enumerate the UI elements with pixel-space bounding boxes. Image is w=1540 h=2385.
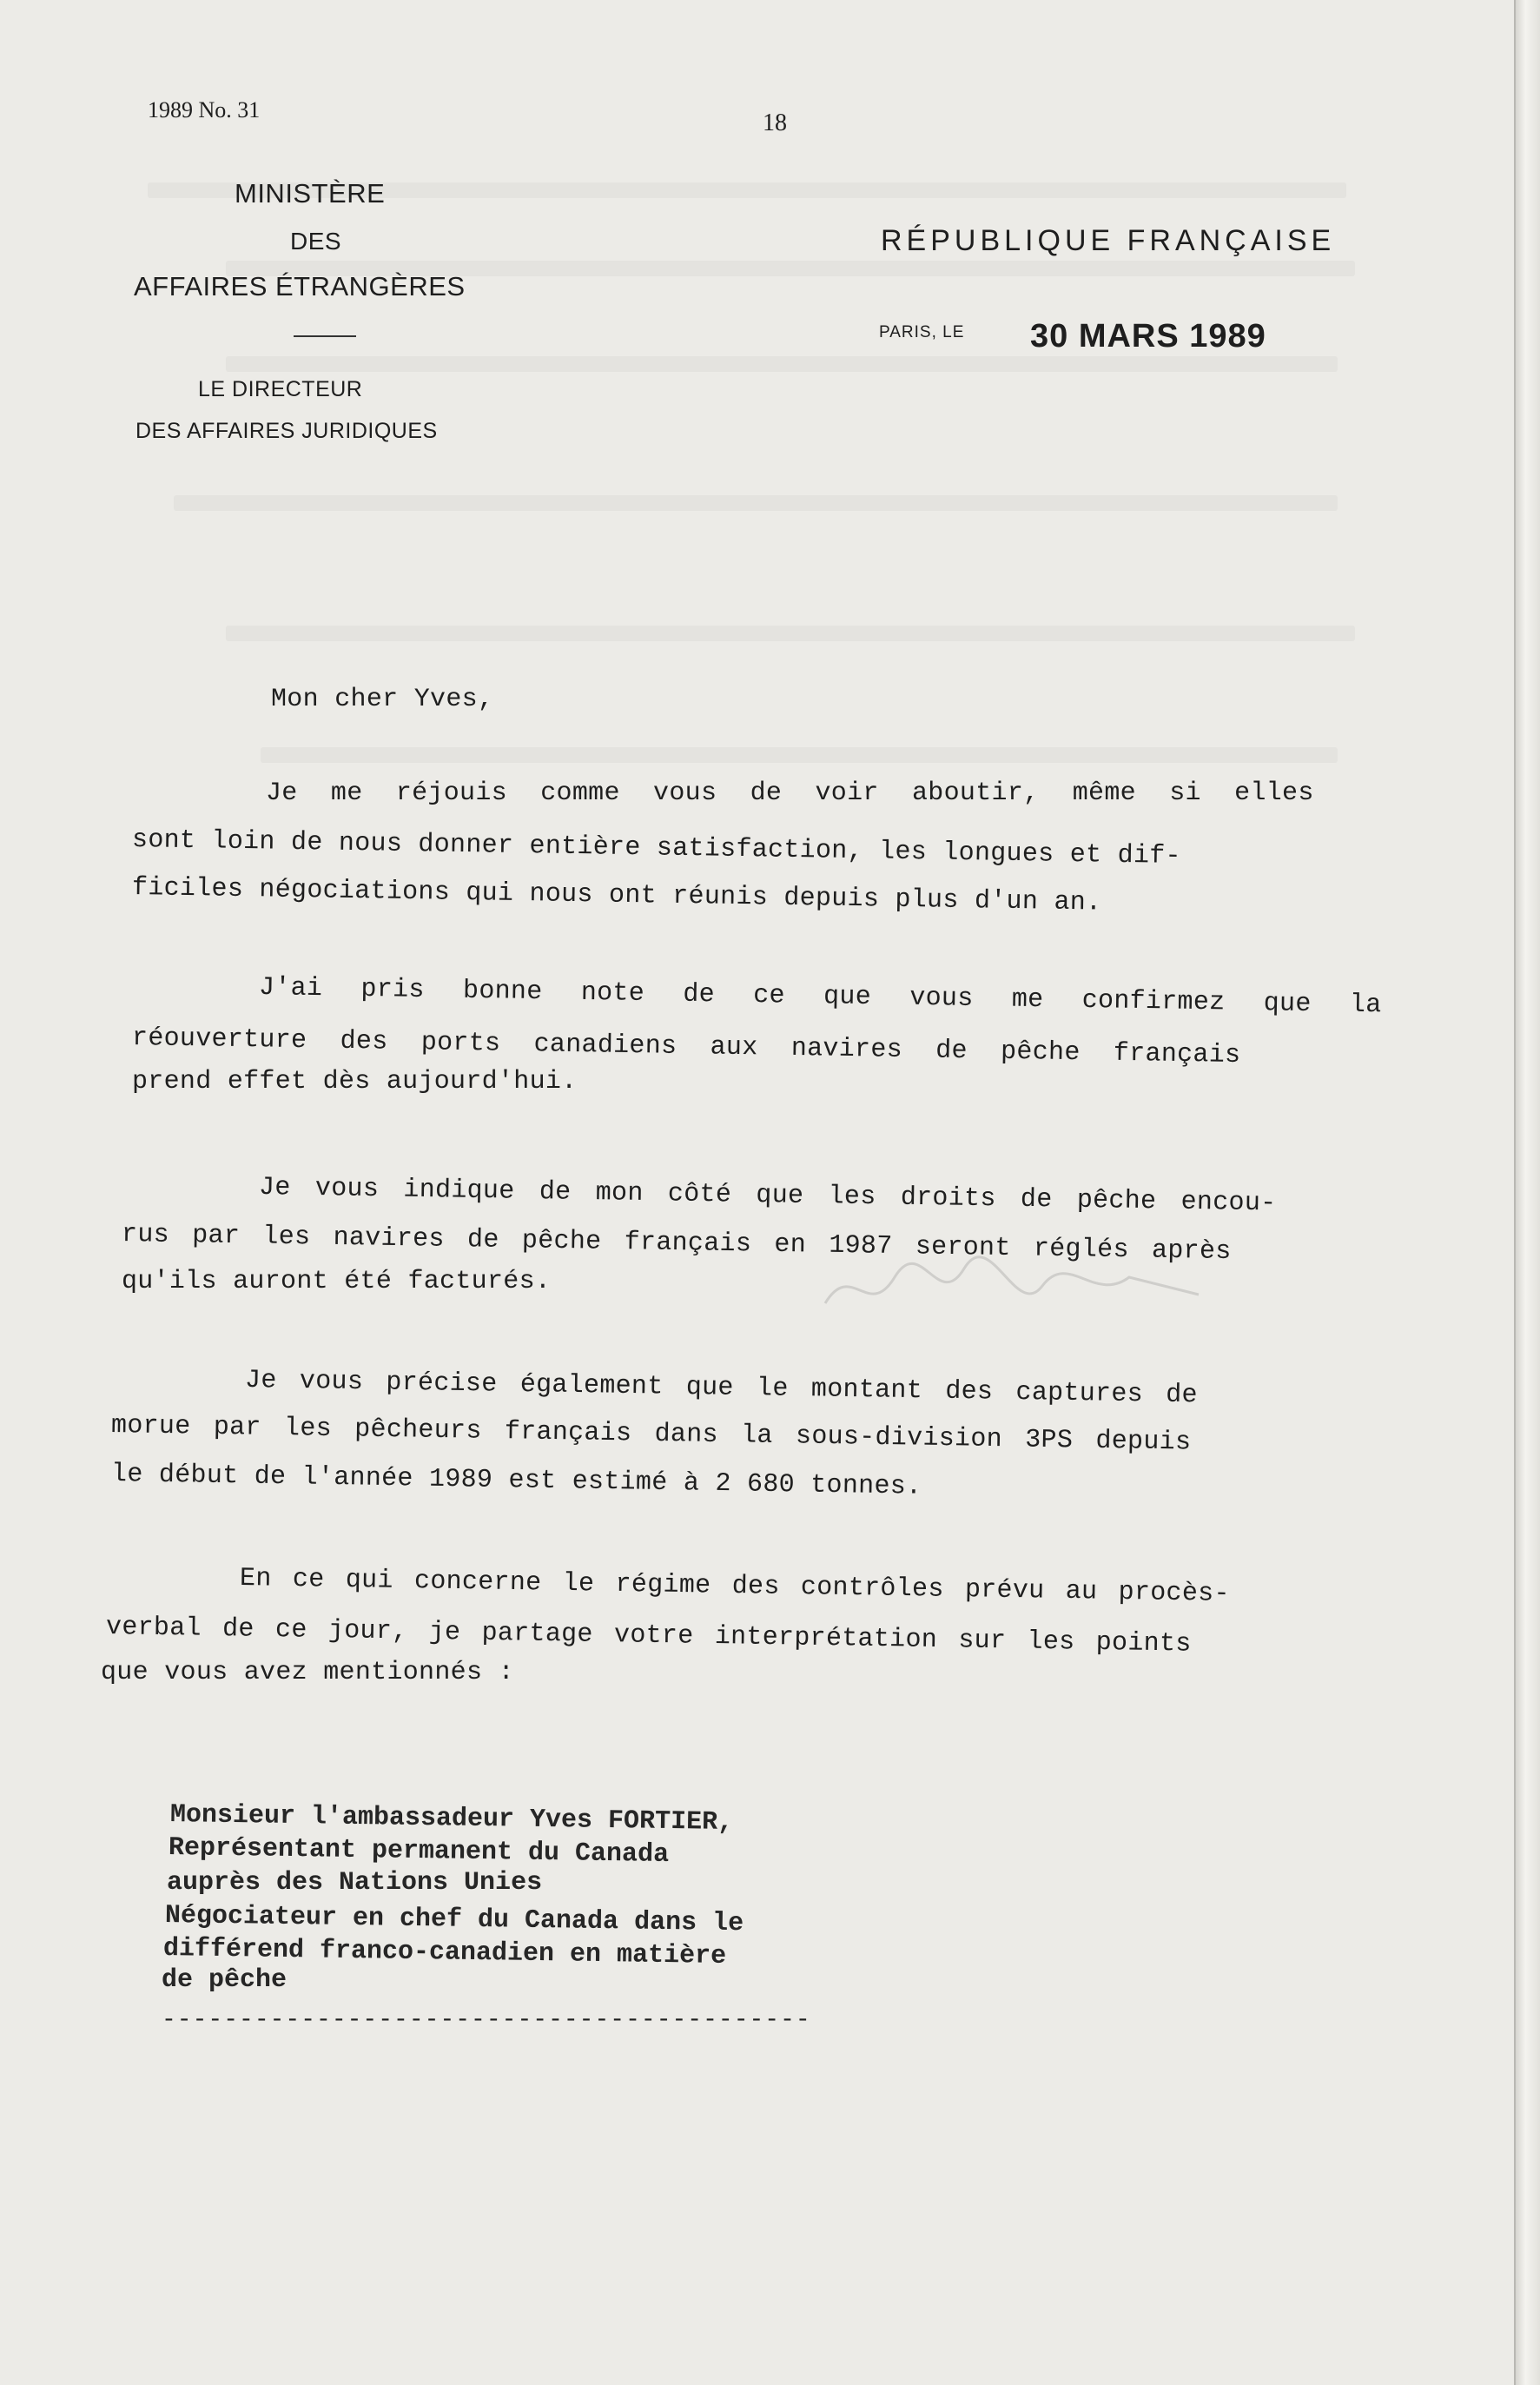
paragraph-line: prend effet dès aujourd'hui.: [132, 1067, 578, 1096]
addressee-line: de pêche: [162, 1965, 288, 1995]
addressee-line: Représentant permanent du Canada: [168, 1833, 670, 1871]
bleed-through-shadow: [226, 356, 1338, 372]
place-label: PARIS, LE: [879, 323, 965, 341]
paragraph-line: rus par les navires de pêche français en 1987 seront réglés après: [121, 1220, 1232, 1268]
paragraph-line: Je me réjouis comme vous de voir aboutir, même si elles: [266, 778, 1314, 808]
ministry-name-line2: DES: [290, 228, 342, 255]
page-edge: [1514, 0, 1540, 2385]
director-title-line2: DES AFFAIRES JURIDIQUES: [135, 419, 438, 443]
ministry-name-line3: AFFAIRES ÉTRANGÈRES: [134, 271, 466, 301]
addressee-line: différend franco-canadien en matière: [162, 1934, 727, 1972]
date-stamp: 30 MARS 1989: [1030, 318, 1266, 354]
paragraph-line: morue par les pêcheurs français dans la sous-division 3PS depuis: [110, 1411, 1192, 1458]
signature-bleed-mark: [816, 1242, 1216, 1338]
ministry-name-line1: MINISTÈRE: [235, 178, 386, 209]
republic-heading: RÉPUBLIQUE FRANÇAISE: [881, 224, 1336, 257]
paragraph-line: sont loin de nous donner entière satisfaction, les longues et dif-: [131, 825, 1182, 871]
director-title-line1: LE DIRECTEUR: [198, 377, 363, 401]
paragraph-line: ficiles négociations qui nous ont réunis depuis plus d'un an.: [131, 873, 1102, 918]
page-number: 18: [763, 109, 787, 136]
addressee-line: Négociateur en chef du Canada dans le: [164, 1901, 744, 1939]
paragraph-line: En ce qui concerne le régime des contrôles prévu au procès-: [239, 1564, 1231, 1609]
paragraph-line: que vous avez mentionnés :: [101, 1658, 514, 1687]
paragraph-line: le début de l'année 1989 est estimé à 2 680 tonnes.: [110, 1460, 922, 1502]
salutation: Mon cher Yves,: [271, 685, 494, 714]
letterhead-divider: [294, 335, 356, 337]
paragraph-line: qu'ils auront été facturés.: [122, 1267, 552, 1296]
paragraph-line: verbal de ce jour, je partage votre interprétation sur les points: [105, 1613, 1192, 1660]
paragraph-line: Je vous précise également que le montant des captures de: [244, 1366, 1199, 1411]
paragraph-line: réouverture des ports canadiens aux navires de pêche français: [131, 1024, 1241, 1071]
document-reference: 1989 No. 31: [148, 97, 261, 123]
bleed-through-shadow: [226, 626, 1355, 641]
paragraph-line: J'ai pris bonne note de ce que vous me confirmez que la: [258, 973, 1382, 1021]
addressee-line: auprès des Nations Unies: [167, 1868, 543, 1898]
paragraph-line: Je vous indique de mon côté que les droits de pêche encou-: [258, 1173, 1277, 1219]
bleed-through-shadow: [174, 495, 1338, 511]
dashed-separator: ------------------------------------------: [162, 2007, 811, 2034]
bleed-through-shadow: [261, 747, 1338, 763]
addressee-line: Monsieur l'ambassadeur Yves FORTIER,: [169, 1800, 734, 1838]
